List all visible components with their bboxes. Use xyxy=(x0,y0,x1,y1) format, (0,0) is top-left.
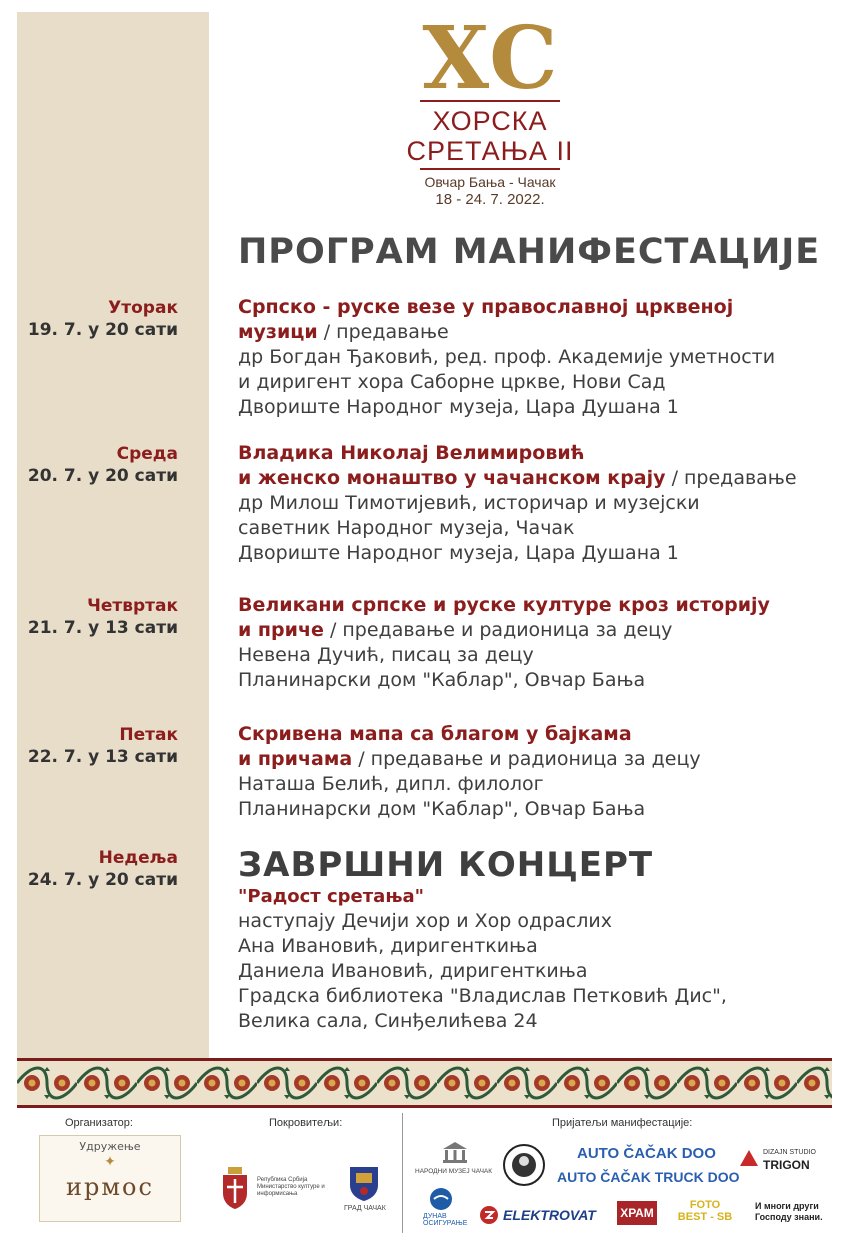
choir-seal-icon xyxy=(502,1143,546,1187)
event-line: Планинарски дом "Каблар", Овчар Бања xyxy=(238,798,646,820)
sponsors-footer xyxy=(17,1105,832,1240)
event-body xyxy=(238,593,838,693)
logo-place: Овчар Бања - Чачак xyxy=(424,174,556,190)
event-line: Ана Ивановић, диригенткиња xyxy=(238,935,538,957)
ornamental-border xyxy=(17,1058,832,1108)
elektrovat-logo: ELEKTROVAT xyxy=(503,1207,596,1223)
event-line: Двориште Народног музеја, Цара Душана 1 xyxy=(238,396,679,418)
final-subtitle: "Радост сретања" xyxy=(238,886,425,907)
irmos-logo xyxy=(39,1135,181,1222)
event-day: Петак xyxy=(119,725,178,745)
serbia-coat-of-arms-icon xyxy=(220,1165,250,1211)
event-day: Четвртак xyxy=(87,596,178,616)
auto-cacak-logo: AUTO ČAČAK DOO xyxy=(577,1145,716,1162)
patron-city-text: ГРАД ЧАЧАК xyxy=(344,1205,386,1212)
others-text xyxy=(755,1201,823,1223)
others-line: Господу знани. xyxy=(755,1212,823,1222)
trigon-triangle-icon xyxy=(739,1149,759,1167)
event-line: саветник Народног музеја, Чачак xyxy=(238,517,575,539)
patrons-label: Покровитељи: xyxy=(269,1117,343,1129)
monogram-text: ХС xyxy=(422,10,558,98)
friends-label: Пријатељи манифестације: xyxy=(552,1117,693,1129)
museum-building-icon xyxy=(441,1140,469,1164)
event-line: Планинарски дом "Каблар", Овчар Бања xyxy=(238,669,646,691)
event-day: Среда xyxy=(116,444,178,464)
logo-rule-top xyxy=(420,100,560,102)
event-line: Даниела Ивановић, диригенткиња xyxy=(238,960,588,982)
event-line: др Милош Тимотијевић, историчар и музејски xyxy=(238,492,700,514)
event-type: / предавање и радионица за децу xyxy=(352,748,701,770)
foto-text: FOTO xyxy=(689,1199,721,1211)
best-sb-text: BEST - SB xyxy=(677,1211,733,1223)
hram-logo: ХРАМ xyxy=(617,1201,657,1225)
museum-name: НАРОДНИ МУЗЕЈ ЧАЧАК xyxy=(415,1168,493,1175)
event-line: др Богдан Ђаковић, ред. проф. Академије уметности xyxy=(238,346,776,368)
event-title-line: Великани српске и руске културе кроз историју xyxy=(238,594,770,616)
logo-rule-bottom xyxy=(420,168,560,170)
event-type: / предавање xyxy=(665,467,797,489)
event-time: 22. 7. у 13 сати xyxy=(27,747,178,767)
event-day: Уторак xyxy=(108,298,178,318)
dunav-logo-icon xyxy=(429,1187,453,1211)
event-line: Невена Дучић, писац за децу xyxy=(238,644,534,666)
auto-cacak-truck-logo: AUTO ČAČAK TRUCK DOO xyxy=(557,1169,740,1185)
event-body xyxy=(238,845,838,1034)
trigon-small-text: DIZAJN STUDIO xyxy=(763,1149,816,1156)
event-line: Велика сала, Синђелићева 24 xyxy=(238,1010,538,1032)
event-line: и диригент хора Саборне цркве, Нови Сад xyxy=(238,371,666,393)
event-line: Двориште Народног музеја, Цара Душана 1 xyxy=(238,542,679,564)
organizer-label: Организатор: xyxy=(65,1117,133,1129)
irmos-small-text: Удружење xyxy=(79,1140,141,1153)
event-body xyxy=(238,295,838,420)
event-time: 20. 7. у 20 сати xyxy=(27,466,178,486)
program-title: ПРОГРАМ МАНИФЕСТАЦИЈЕ xyxy=(238,232,821,272)
others-line: И многи други xyxy=(755,1201,819,1211)
event-title-line: музици xyxy=(238,321,318,343)
ornament-pattern-icon xyxy=(17,1061,832,1105)
event-title-line: Владика Николај Велимировић xyxy=(238,442,585,464)
event-title-line: и женско монаштво у чачанском крају xyxy=(238,467,666,489)
irmos-name: ирмос xyxy=(66,1173,154,1201)
event-line: наступају Дечији хор и Хор одраслих xyxy=(238,910,612,932)
event-body xyxy=(238,441,838,566)
cacak-coat-of-arms-icon xyxy=(342,1163,386,1203)
event-title-line: и приче xyxy=(238,619,324,641)
event-day: Недеља xyxy=(98,848,178,868)
event-title-line: Скривена мапа са благом у бајкама xyxy=(238,723,632,745)
event-body xyxy=(238,722,838,822)
foto-best-logo xyxy=(677,1199,733,1223)
date-sidebar xyxy=(17,12,209,1062)
logo-title-line2: СРЕТАЊА II xyxy=(406,136,574,166)
logo-title-line1: ХОРСКА xyxy=(432,106,548,136)
event-time: 19. 7. у 20 сати xyxy=(27,320,178,340)
dunav-name: ДУНАВ ОСИГУРАЊЕ xyxy=(423,1213,468,1227)
logo-dates: 18 - 24. 7. 2022. xyxy=(435,191,545,208)
festival-logo xyxy=(400,10,580,208)
patron-serbia-text: Република Србија Министарство културе и информисања xyxy=(257,1177,325,1197)
event-title-line: Српско - руске везе у православној црквеној xyxy=(238,296,734,318)
elektrovat-icon xyxy=(479,1205,499,1225)
star-icon: ✦ xyxy=(104,1154,116,1170)
event-line: Градска библиотека "Владислав Петковић Дис", xyxy=(238,985,727,1007)
footer-divider xyxy=(402,1113,403,1233)
monogram-icon xyxy=(415,10,565,98)
event-title-line: и причама xyxy=(238,748,353,770)
event-time: 24. 7. у 20 сати xyxy=(27,870,178,890)
event-type: / предавање xyxy=(317,321,449,343)
event-type: / предавање и радионица за децу xyxy=(323,619,673,641)
trigon-logo: TRIGON xyxy=(763,1158,810,1172)
event-time: 21. 7. у 13 сати xyxy=(27,618,178,638)
final-title: ЗАВРШНИ КОНЦЕРТ xyxy=(238,845,654,885)
event-line: Наташа Белић, дипл. филолог xyxy=(238,773,544,795)
